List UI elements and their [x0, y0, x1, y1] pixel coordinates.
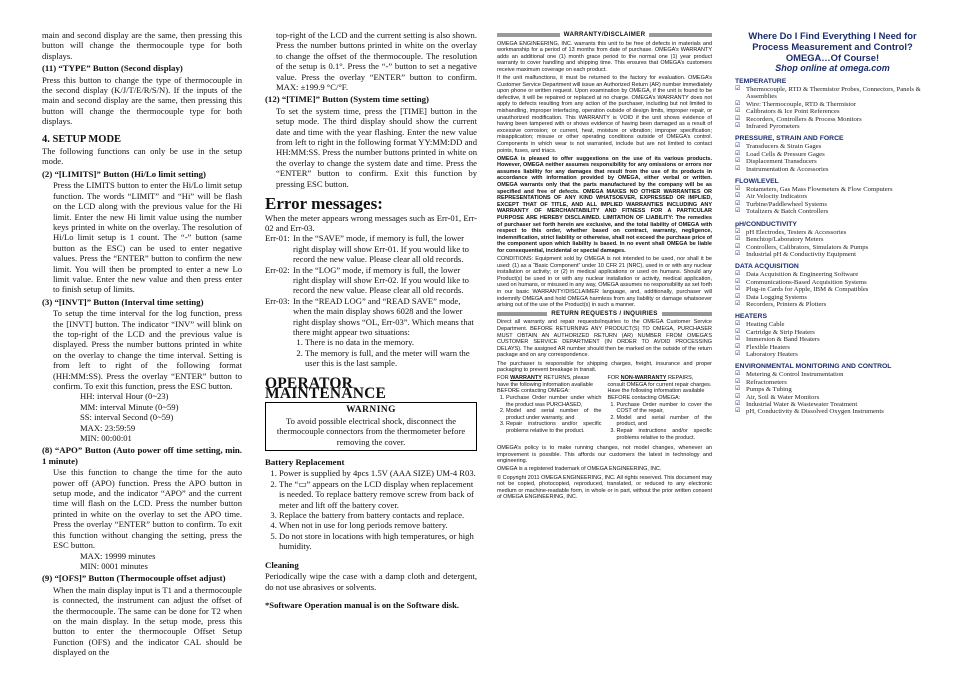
catalog-item-label: Plug-in Cards for Apple, IBM & Compatibles: [746, 286, 869, 294]
catalog-item: [735, 371, 930, 378]
check-box-icon: ☑: [735, 143, 741, 150]
category-heading: ENVIRONMENTAL MONITORING AND CONTROL: [735, 363, 892, 371]
catalog-item: [735, 236, 930, 243]
list-item: 1. Purchase Order number under which the product was PURCHASED,: [506, 395, 602, 408]
label: FOR: [607, 375, 621, 382]
check-box-icon: ☑: [735, 300, 741, 307]
check-box-icon: ☑: [735, 393, 741, 400]
catalog-item-label: Infrared Pyrometers: [746, 123, 800, 131]
section-heading: Battery Replacement: [265, 457, 345, 468]
warranty-column: [497, 30, 712, 670]
non-warranty-repairs: [608, 375, 713, 441]
list-item: 5. Do not store in locations with high temperatures, or high humidity.: [279, 531, 477, 552]
list-item: 2. Model and serial number of the product, and: [617, 415, 713, 428]
catalog-item-label: Metering & Control Instrumentation: [746, 371, 844, 379]
warning-title: WARNING: [346, 405, 396, 416]
check-box-icon: ☑: [735, 115, 741, 122]
catalog-item-label: Industrial Water & Wastewater Treatment: [746, 401, 858, 408]
catalog-item-label: Totalizers & Batch Controllers: [746, 208, 829, 216]
check-box-icon: ☑: [735, 250, 741, 257]
paragraph: Periodically wipe the case with a damp cloth and detergent, do not use abrasives or solvents.: [265, 571, 477, 592]
value-list: [42, 551, 242, 572]
paragraph: Press this button to change the type of thermocouple in the second display (K/J/T/E/R/S/N). If the inputs of the main and second display are the same, then pressing this button will change the thermocouple type for both displays.: [42, 74, 242, 127]
catalog-item: [735, 101, 930, 108]
check-box-icon: ☑: [735, 336, 741, 343]
catalog-item: [735, 321, 930, 328]
list-item: 1. There is no data in the memory.: [305, 337, 477, 347]
paragraph: top-right of the LCD and the current setting is also shown. Press the number buttons printed in white on the overlay to change the offset of the thermocouple. The resolution of the setup is 0.1°. Press the “-” button to set a negative value. Press the overlay “ENTER” button to confirm. MAX: ±199.9 °C/°F.: [276, 30, 477, 93]
label: FOR: [497, 375, 511, 382]
category-heading: TEMPERATURE: [735, 78, 787, 85]
bar-title: RETURN REQUESTS / INQUIRIES: [551, 309, 658, 317]
numbered-list: [497, 395, 602, 435]
catalog-item-label: Thermocouple, RTD & Thermistor Probes, Connectors, Panels & Assemblies: [746, 86, 921, 101]
catalog-item: [735, 186, 930, 193]
catalog-item: [735, 394, 930, 401]
check-box-icon: ☑: [735, 243, 741, 250]
section-heading: (11) “TYPE” Button (Second display): [42, 63, 183, 74]
catalog-item: [735, 336, 930, 343]
catalog-item-label: Rotameters, Gas Mass Flowmeters & Flow Computers: [746, 186, 893, 194]
check-box-icon: ☑: [735, 386, 741, 393]
list-item: 3. Repair instructions and/or specific problems relative to the product.: [506, 421, 602, 434]
bar-rule: [497, 33, 560, 37]
catalog-item-label: Controllers, Calibrators, Simulators & Pumps: [746, 243, 869, 251]
category-heading: PRESSURE, STRAIN AND FORCE: [735, 135, 844, 143]
check-box-icon: ☑: [735, 293, 741, 300]
check-box-icon: ☑: [735, 228, 741, 235]
catalog-item: [735, 344, 930, 351]
catalog-item: [735, 244, 930, 251]
paragraph: To setup the time interval for the log function, press the [INVT] button. The indicator “INV” will blink on the top-right of the LCD and the previous value is displayed. Press the number buttons printed in white on the overlay to change the time interval. Setting is from left to right of the following format (HH:MM:SS). Press the overlay “ENTER” button to confirm. To exit this function, press the ESC button.: [53, 308, 242, 391]
catalog-item: [735, 329, 930, 336]
section-bar: [497, 311, 712, 318]
catalog-item: [735, 193, 930, 200]
value-line: MIN: 0001 minutes: [80, 560, 148, 571]
check-box-icon: ☑: [735, 158, 741, 165]
paragraph: If the unit malfunctions, it must be returned to the factory for evaluation. OMEGA’s Customer Service Department will issue an Authorized Return (AR) number immediately upon phone or written request. Upon examination by OMEGA, if the unit is found to be defective, it will be repaired or replaced at no charge. OMEGA’s WARRANTY does not apply to defects resulting from any action of the purchaser, including but not limited to mishandling, improper interfacing, operation outside of design limits, improper repair, or unauthorized modification. This WARRANTY is VOID if the unit shows evidence of having been tampered with or shows evidence of having been damaged as a result of excessive corrosion; or current, heat, moisture or vibration; improper specification; misapplication; misuse or other operating conditions outside of OMEGA’s control. Components in which wear is not warranted, include but are not limited to contact points, fuses, and triacs.: [497, 75, 712, 154]
catalog-item: [735, 279, 930, 286]
check-box-icon: ☑: [735, 321, 741, 328]
page-heading: Error messages:: [265, 194, 383, 214]
page-heading: OPERATOR MAINTENANCE: [265, 374, 387, 402]
section-heading: (9) “[OFS]” Button (Thermocouple offset adjust): [42, 573, 226, 584]
error-text: In the “READ LOG” and “READ SAVE” mode, when the main display shows 6028 and the lower right display shows “OL, Err-03”. Which means that there might appear two situations:: [293, 295, 474, 337]
section-heading: (12) “[TIME]” Button (System time setting): [265, 94, 429, 105]
catalog-item-label: Cartridge & Strip Heaters: [746, 328, 815, 336]
paragraph: Press the LIMITS button to enter the Hi/Lo limit setup function. The words “LIMIT” and “Hi” will be flash on the LCD along with the previous value for the Hi limit. Enter the new Hi limit value using the number keys printed in white on the overlay. The resolution of Hi/Lo limit setup is 1 count. The “-” button (same button as the ESC) can be used to enter negative values. Press the “ENTER” button to confirm the new limit. You will then be prompted to enter a new Lo limit value. Enter the new value and then press enter to finish setup of limits.: [53, 180, 242, 295]
paragraph: OMEGA’s policy is to make running changes, not model changes, whenever an improvement is possible. This affords our customers the latest in technology and engineering.: [497, 445, 712, 465]
check-box-icon: ☑: [735, 371, 741, 378]
catalog-item: [735, 351, 930, 358]
catalog-title: Where Do I Find Everything I Need for Process Measurement and Control? OMEGA…Of Course!: [748, 30, 917, 63]
category-heading: DATA ACQUISITION: [735, 263, 799, 271]
catalog-item-label: Flexible Heaters: [746, 343, 791, 351]
catalog-item: [735, 271, 930, 278]
catalog-item-label: pH Electrodes, Testers & Accessories: [746, 228, 847, 236]
return-instructions: [497, 375, 712, 441]
catalog-item: [735, 408, 930, 415]
catalog-item: [735, 108, 930, 115]
check-box-icon: ☑: [735, 271, 741, 278]
section-heading: 4. SETUP MODE: [42, 133, 122, 145]
category-heading: pH/CONDUCTIVITY: [735, 220, 797, 228]
catalog-item-label: Pumps & Tubing: [746, 386, 792, 394]
check-box-icon: ☑: [735, 186, 741, 193]
check-box-icon: ☑: [735, 100, 741, 107]
paragraph: OMEGA ENGINEERING, INC. warrants this unit to be free of defects in materials and workmanship for a period of 13 months from date of purchase. OMEGA’s WARRANTY adds an additional one (1) month grace period to the normal one (1) year product warranty to cover handling and shipping time. This ensures that OMEGA’s customers receive maximum coverage on each product.: [497, 40, 712, 73]
list-item: 2. The “▭” appears on the LCD display when replacement is needed. To replace battery remove screw from back of meter and lift off the battery cover.: [279, 479, 477, 510]
check-box-icon: ☑: [735, 378, 741, 385]
value-line: SS: interval Second (0~59): [80, 412, 174, 423]
label: RETURNS, please have the following information available BEFORE contacting OMEGA:: [497, 375, 594, 395]
warranty-returns: [497, 375, 602, 441]
warning-box: [265, 402, 477, 451]
list-item: 2. The memory is full, and the meter will warn the user this is the last sample.: [305, 348, 477, 369]
bar-title: WARRANTY/DISCLAIMER: [563, 31, 646, 38]
error-entry: [265, 296, 477, 338]
bar-rule: [662, 312, 712, 316]
category-heading: HEATERS: [735, 313, 767, 321]
catalog-item-label: Industrial pH & Conductivity Equipment: [746, 250, 856, 258]
catalog-item-label: Load Cells & Pressure Gages: [746, 150, 825, 158]
catalog-item: [735, 158, 930, 165]
check-box-icon: ☑: [735, 150, 741, 157]
catalog-item-label: Wire: Thermocouple, RTD & Thermistor: [746, 100, 856, 108]
check-box-icon: ☑: [735, 328, 741, 335]
list-item: 1. Purchase Order number to cover the COST of the repair,: [617, 402, 713, 415]
error-entry: [265, 265, 477, 296]
catalog-item: [735, 143, 930, 150]
check-box-icon: ☑: [735, 200, 741, 207]
check-box-icon: ☑: [735, 350, 741, 357]
paragraph: To set the system time, press the [TIME] button in the setup mode. The third display should show the current date and time with the year flashing. Enter the new value from left to right in the following format YY:MM:DD and HH:MM:SS. Press the number buttons printed in white on the overlay to change the system date and time. Press the “ENTER” button to confirm. Exit this function by pressing ESC button.: [276, 105, 477, 189]
catalog-item: [735, 251, 930, 258]
product-catalog-column: [735, 30, 930, 670]
manual-column-1: [42, 30, 242, 670]
catalog-item: [735, 123, 930, 130]
catalog-item-label: Calibrators & Ice Point References: [746, 108, 840, 116]
catalog-item-label: Benchtop/Laboratory Meters: [746, 236, 824, 244]
numbered-list: [265, 337, 477, 368]
catalog-item: [735, 386, 930, 393]
catalog-item: [735, 401, 930, 408]
catalog-item: [735, 208, 930, 215]
section-bar: [497, 32, 712, 39]
label: WARRANTY: [510, 375, 542, 382]
catalog-item-label: Heating Cable: [746, 321, 785, 329]
paragraph: When the main display input is T1 and a thermocouple is connected, the instrument can adjust the offset of the thermocouple. The same can be done for T2 when on the main display. In the setup mode, press this button to enter the thermocouple Offset Setup Function (OFS) and the indicator CAL should be displayed on the: [53, 584, 242, 658]
warning-text: To avoid possible electrical shock, disconnect the thermocouple connectors from the thermometer before removing the cover.: [276, 415, 466, 447]
error-code: Err-02:: [265, 264, 290, 275]
error-text: In the “LOG” mode, if memory is full, the lower right display will show Err-02. If you would like to record the new value. Please clear all old records.: [293, 264, 469, 296]
catalog-item-label: pH, Conductivity & Dissolved Oxygen Instruments: [746, 408, 884, 416]
numbered-list: [608, 402, 713, 442]
check-box-icon: ☑: [735, 108, 741, 115]
paragraph: Direct all warranty and repair requests/inquiries to the OMEGA Customer Service Department. BEFORE RETURNING ANY PRODUCT(S) TO OMEGA, PURCHASER MUST OBTAIN AN AUTHORIZED RETURN (AR) NUMBER FROM OMEGA’S CUSTOMER SERVICE DEPARTMENT (IN ORDER TO AVOID PROCESSING DELAYS). The assigned AR number should then be marked on the outside of the return package and on any correspondence.: [497, 319, 712, 359]
catalog-item: [735, 379, 930, 386]
catalog-item-label: Air Velocity Indicators: [746, 193, 808, 201]
bar-rule: [649, 33, 712, 37]
paragraph: OMEGA is a registered trademark of OMEGA ENGINEERING, INC.: [497, 466, 662, 473]
catalog-item-label: Displacement Transducers: [746, 158, 817, 166]
check-box-icon: ☑: [735, 401, 741, 407]
catalog-item-label: Transducers & Strain Gages: [746, 143, 822, 151]
check-box-icon: ☑: [735, 278, 741, 285]
catalog-item-label: Data Acquisition & Engineering Software: [746, 271, 859, 279]
paragraph: The purchaser is responsible for shipping charges, freight, insurance and proper packaging to prevent breakage in transit.: [497, 360, 712, 374]
paragraph: OMEGA is pleased to offer suggestions on the use of its various products. However, OMEGA neither assumes responsibility for any omissions or errors nor assumes liability for any damages that result from the use of its products in accordance with information provided by OMEGA, either verbal or written. OMEGA warrants only that the parts manufactured by the company will be as specified and free of defects. OMEGA MAKES NO OTHER WARRANTIES OR REPRESENTATIONS OF ANY KIND WHATSOEVER, EXPRESSED OR IMPLIED, EXCEPT THAT OF TITLE, AND ALL IMPLIED WARRANTIES INCLUDING ANY WARRANTY OF MERCHANTABILITY AND FITNESS FOR A PARTICULAR PURPOSE ARE HEREBY DISCLAIMED. LIMITATION OF LIABILITY: The remedies of purchaser set forth herein are exclusive, and the total liability of OMEGA with respect to this order, whether based on contract, warranty, negligence, indemnification, strict liability or otherwise, shall not exceed the purchase price of the component upon which liability is based. In no event shall OMEGA be liable for consequential, incidental or special damages.: [497, 155, 712, 254]
catalog-item: [735, 229, 930, 236]
catalog-item: [735, 286, 930, 293]
section-heading: (8) “APO” Button (Auto power off time setting, min. 1 minute): [42, 445, 242, 466]
catalog-item-label: Recorders, Printers & Plotters: [746, 300, 827, 308]
check-box-icon: ☑: [735, 208, 741, 215]
section-heading: (2) “[LIMITS]” Button (Hi/Lo limit setting): [42, 168, 206, 179]
catalog-item-label: Turbine/Paddlewheel Systems: [746, 200, 827, 208]
catalog-item-label: Air, Soil & Water Monitors: [746, 393, 820, 401]
catalog-item: [735, 116, 930, 123]
list-item: 3. Replace the battery from battery contacts and replace.: [279, 510, 477, 520]
value-line: MAX: 19999 minutes: [80, 550, 156, 561]
value-line: HH: interval Hour (0~23): [80, 391, 169, 402]
error-code: Err-01:: [265, 233, 290, 244]
label: REPAIRS, consult OMEGA for current repair charges. Have the following information available BEFORE contacting OMEGA:: [607, 375, 712, 401]
error-text: In the “SAVE” mode, if memory is full, the lower right display will show Err-01. If you would like to record the new value. Please clear all old records.: [293, 233, 469, 265]
catalog-item: [735, 166, 930, 173]
error-entry: [265, 233, 477, 264]
numbered-list: [265, 468, 477, 551]
footnote: *Software Operation manual is on the Software disk.: [265, 599, 460, 610]
paragraph: main and second display are the same, then pressing this button will change the thermocouple type for both displays.: [42, 30, 242, 61]
category-heading: FLOW/LEVEL: [735, 178, 779, 186]
section-heading: (3) “[INVT]” Button (Interval time setting): [42, 296, 204, 307]
paragraph: © Copyright 2011 OMEGA ENGINEERING, INC. All rights reserved. This document may not be copied, photocopied, reproduced, translated, or reduced to any electronic medium or machine-readable form, in whole or in part, without the prior written consent of OMEGA ENGINEERING, INC.: [497, 474, 712, 501]
list-item: 4. When not in use for long periods remove battery.: [279, 520, 477, 530]
check-box-icon: ☑: [735, 236, 741, 243]
catalog-item: [735, 301, 930, 308]
list-item: 2. Model and serial number of the product under warranty, and: [506, 408, 602, 421]
paragraph: Use this function to change the time for the auto power off (APO) function. Press the APO button in setup mode, and the indicator “APO” and the current time will flash on the LCD. Press the number button printed in white on the overlay to set the APO time. Press the overlay “ENTER” button to confirm. To exit this function without changing the setting, press the ESC button.: [53, 467, 242, 551]
label: NON-WARRANTY: [620, 375, 667, 382]
check-box-icon: ☑: [735, 165, 741, 172]
check-box-icon: ☑: [735, 193, 741, 200]
category-list: [735, 78, 930, 416]
bar-rule: [497, 312, 547, 316]
catalog-item-label: Communications-Based Acquisition Systems: [746, 278, 867, 286]
paragraph: The following functions can only be use in the setup mode.: [42, 146, 242, 167]
value-line: MAX: 23:59:59: [80, 422, 136, 433]
catalog-item-label: Recorders, Controllers & Process Monitors: [746, 115, 862, 123]
paragraph: When the meter appears wrong messages such as Err-01, Err-02 and Err-03.: [265, 212, 477, 233]
catalog-item: [735, 294, 930, 301]
value-list: [42, 391, 242, 443]
catalog-item: [735, 201, 930, 208]
manual-column-2: [265, 30, 477, 670]
check-box-icon: ☑: [735, 286, 741, 293]
value-line: MIN: 00:00:01: [80, 433, 132, 444]
catalog-item: [735, 151, 930, 158]
check-box-icon: ☑: [735, 86, 741, 92]
catalog-item: [735, 86, 930, 101]
section-heading: Cleaning: [265, 559, 299, 570]
catalog-item-label: Immersion & Band Heaters: [746, 336, 820, 344]
check-box-icon: ☑: [735, 123, 741, 130]
value-line: MM: interval Minute (0~59): [80, 401, 179, 412]
catalog-subtitle: Shop online at omega.com: [775, 63, 890, 73]
paragraph: CONDITIONS: Equipment sold by OMEGA is not intended to be used, nor shall it be used: (1) as a “Basic Component” under 10 CFR 21 (NRC), used in or with any nuclear installation or activity; or (2) in medical applications or used on humans. Should any Product(s) be used in or with any nuclear installation or activity, medical application, used on humans, or misused in any way, OMEGA assumes no responsibility as set forth in our basic WARRANTY/DISCLAIMER language, and, additionally, purchaser will indemnify OMEGA and hold OMEGA harmless from any liability or damage whatsoever arising out of the use of the Product(s) in such a manner.: [497, 256, 712, 309]
check-box-icon: ☑: [735, 408, 741, 415]
error-code: Err-03:: [265, 295, 290, 306]
catalog-item-label: Data Logging Systems: [746, 293, 807, 301]
catalog-item-label: Refractometers: [746, 378, 787, 386]
catalog-item-label: Laboratory Heaters: [746, 350, 798, 358]
catalog-item-label: Instrumentation & Accessories: [746, 165, 829, 173]
check-box-icon: ☑: [735, 343, 741, 350]
list-item: 1. Power is supplied by 4pcs 1.5V (AAA SIZE) UM-4 R03.: [279, 468, 477, 478]
list-item: 3. Repair instructions and/or specific problems relative to the product.: [617, 428, 713, 441]
